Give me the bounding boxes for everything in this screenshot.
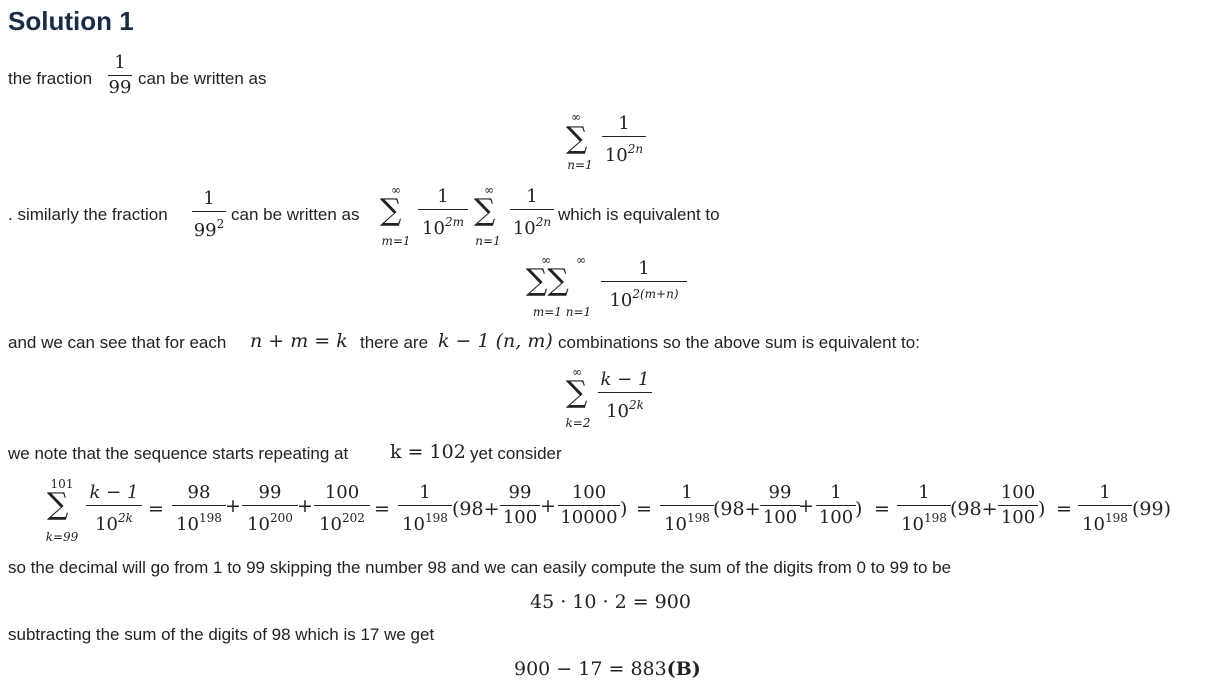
answer-label: (B): [666, 658, 701, 680]
line3-a: and we can see that for each: [8, 333, 227, 352]
eq6-expression: 900 − 17 = 883: [514, 658, 667, 680]
equation-6: [514, 658, 701, 680]
sum-upper: ∞: [571, 110, 581, 124]
line4-math: k = 102: [390, 441, 466, 463]
sigma-icon: ∑: [47, 487, 69, 522]
line2-post: which is equivalent to: [558, 205, 720, 224]
frac-num: 1: [114, 52, 126, 73]
eq1-fraction: 1 $10^{2n}$: [602, 113, 646, 167]
line3-math-2: k − 1 (n, m): [438, 330, 553, 352]
sigma-icon: ∑: [566, 121, 588, 156]
solution-title: Solution 1: [8, 6, 134, 36]
line4-pre: we note that the sequence starts repeating at: [8, 444, 349, 463]
sigma-icon: ∑∑: [526, 263, 569, 298]
line1-pre: the fraction: [8, 69, 93, 88]
line2-pre: . similarly the fraction: [8, 205, 168, 224]
equation-5: 45 · 10 · 2 = 900: [530, 591, 691, 613]
sum-lower: n=1: [567, 158, 593, 172]
line1-post: can be written as: [138, 69, 267, 88]
sigma-icon: ∑: [380, 193, 402, 228]
sigma-icon: ∑: [566, 375, 588, 410]
line4-post: yet consider: [470, 444, 562, 463]
fraction-1-99sq: 1 $99^2$: [193, 188, 225, 241]
line2-mid: can be written as: [231, 205, 360, 224]
line3-c: combinations so the above sum is equivalent to:: [558, 333, 920, 352]
sigma-icon: ∑: [474, 193, 496, 228]
line6: subtracting the sum of the digits of 98 which is 17 we get: [8, 625, 435, 644]
line5: so the decimal will go from 1 to 99 skipping the number 98 and we can easily compute the sum of the digits from 0 to 99 to be: [8, 558, 952, 577]
line3-b: there are: [360, 333, 429, 352]
frac-den: 99: [108, 77, 132, 98]
line3-math-1: n + m = k: [250, 330, 348, 352]
fraction-1-99: [108, 52, 132, 99]
